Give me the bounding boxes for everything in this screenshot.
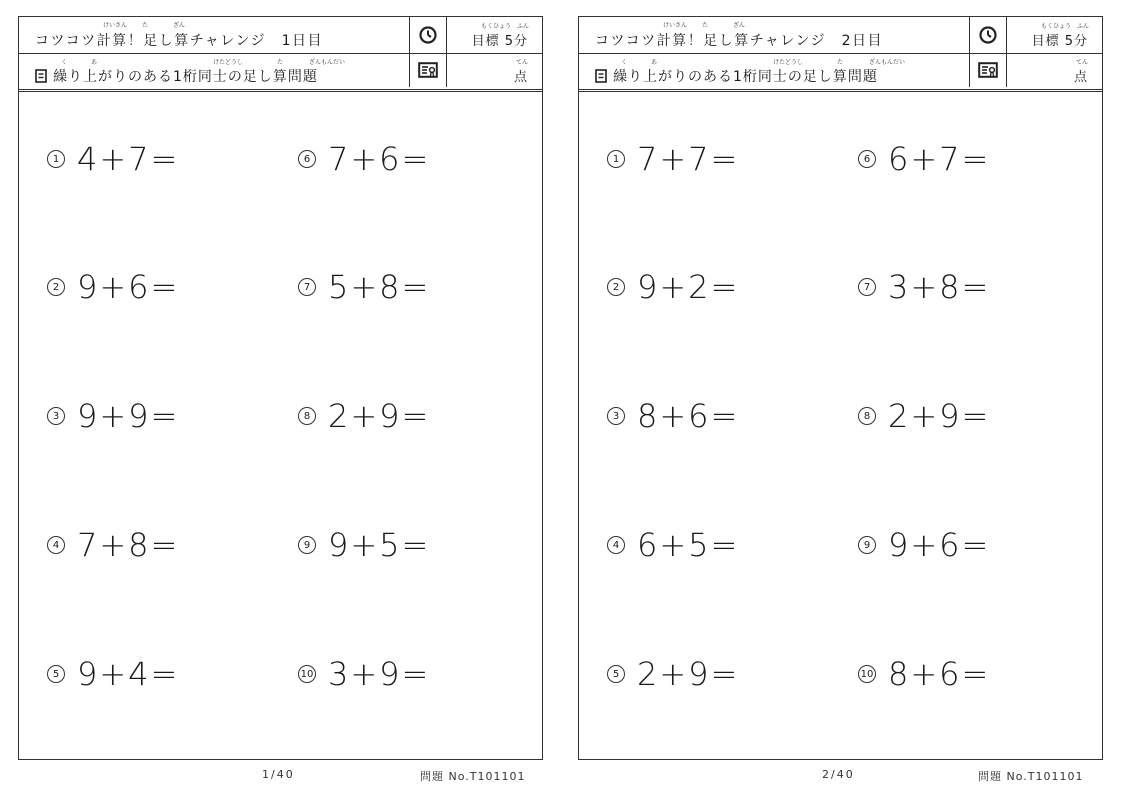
problem-number: 6	[858, 150, 876, 168]
problem-number: 9	[858, 536, 876, 554]
goal-ruby-fun: ふん	[517, 23, 530, 30]
problem-number: 5	[47, 665, 65, 683]
problem-number: 10	[298, 665, 316, 683]
score-card-icon	[978, 62, 998, 78]
problem-expression: 9+9=	[77, 397, 180, 435]
sub-ruby-ketadoushi: けたどうし	[213, 59, 244, 66]
problem-item	[47, 526, 179, 564]
ruby-keisan: けいさん	[663, 22, 688, 29]
problem-item	[858, 655, 990, 693]
problem-expression: 7+8=	[77, 526, 180, 564]
problem-expression: 2+9=	[328, 397, 431, 435]
problem-number: 9	[298, 536, 316, 554]
goal-label: 目標 5分	[1031, 34, 1088, 49]
sub-ruby-ku: く	[61, 59, 68, 66]
problem-expression: 8+6=	[888, 655, 991, 693]
problem-number: 1	[47, 150, 65, 168]
problem-expression: 2+9=	[888, 397, 991, 435]
sub-ruby-zanmondai: ざんもんだい	[869, 59, 906, 66]
problem-item	[47, 655, 179, 693]
problem-expression: 9+5=	[328, 526, 431, 564]
sub-ruby-a: あ	[91, 59, 98, 66]
problem-expression: 9+4=	[77, 655, 180, 693]
problem-number: 7	[858, 278, 876, 296]
score-ruby: てん	[1075, 59, 1088, 66]
score-icon-cell	[410, 53, 447, 87]
problem-number: 8	[858, 407, 876, 425]
problem-item	[47, 140, 179, 178]
score-label: 点	[513, 70, 528, 85]
problem-number: 7	[298, 278, 316, 296]
header-row-subtitle	[19, 53, 542, 89]
sub-ruby-ketadoushi: けたどうし	[773, 59, 804, 66]
header-row-subtitle	[579, 53, 1102, 89]
problem-number: 6	[298, 150, 316, 168]
problem-number: 1	[607, 150, 625, 168]
score-cell[interactable]	[1007, 53, 1102, 87]
subtitle-text: 繰り上がりのある1桁同士の足し算問題	[613, 69, 878, 85]
goal-ruby-fun: ふん	[1077, 23, 1090, 30]
problem-item	[858, 526, 990, 564]
worksheet-header	[19, 17, 542, 92]
problem-number: 3	[607, 407, 625, 425]
sub-ruby-a: あ	[651, 59, 658, 66]
problem-expression: 8+6=	[637, 397, 740, 435]
sub-ruby-ta: た	[837, 59, 844, 66]
subtitle-cell	[579, 53, 970, 87]
problem-number: 10	[858, 665, 876, 683]
sub-ruby-ku: く	[621, 59, 628, 66]
goal-label: 目標 5分	[471, 34, 528, 49]
problem-number: 3	[47, 407, 65, 425]
problem-expression: 6+7=	[888, 140, 991, 178]
subtitle-text: 繰り上がりのある1桁同士の足し算問題	[53, 69, 318, 85]
problem-item	[858, 397, 990, 435]
problem-item	[858, 268, 990, 306]
problem-item	[607, 397, 739, 435]
problem-number: 5	[607, 665, 625, 683]
problem-expression: 2+9=	[637, 655, 740, 693]
problem-id: 問題 No.T101101	[978, 770, 1084, 783]
problem-expression: 7+7=	[637, 140, 740, 178]
problem-item	[607, 526, 739, 564]
problem-expression: 4+7=	[77, 140, 180, 178]
score-ruby: てん	[515, 59, 528, 66]
problem-expression: 9+6=	[888, 526, 991, 564]
goal-ruby-mokuhyou: もくひょう	[1041, 23, 1072, 30]
worksheet-day-2	[578, 16, 1103, 760]
clock-icon	[418, 25, 438, 45]
ruby-keisan: けいさん	[103, 22, 128, 29]
problem-number: 4	[47, 536, 65, 554]
problem-item	[298, 140, 430, 178]
worksheet-header	[579, 17, 1102, 92]
problem-expression: 5+8=	[328, 268, 431, 306]
worksheet-subtitle	[35, 66, 318, 86]
score-icon-cell	[970, 53, 1007, 87]
problem-number: 2	[47, 278, 65, 296]
ruby-zan: ざん	[173, 22, 186, 29]
header-row-title	[579, 17, 1102, 54]
problem-item	[47, 268, 179, 306]
score-cell[interactable]	[447, 53, 542, 87]
score-card-icon	[418, 62, 438, 78]
problem-expression: 9+6=	[77, 268, 180, 306]
problem-item	[298, 397, 430, 435]
problem-item	[298, 526, 430, 564]
problem-item	[607, 268, 739, 306]
ruby-ta: た	[142, 22, 149, 29]
problem-item	[298, 655, 430, 693]
page-number: 1/40	[262, 768, 295, 781]
sub-ruby-zanmondai: ざんもんだい	[309, 59, 346, 66]
problem-expression: 7+6=	[328, 140, 431, 178]
document-icon	[595, 69, 607, 83]
problem-expression: 3+8=	[888, 268, 991, 306]
problem-expression: 9+2=	[637, 268, 740, 306]
clock-icon-cell	[970, 17, 1007, 53]
goal-ruby-mokuhyou: もくひょう	[481, 23, 512, 30]
ruby-ta: た	[702, 22, 709, 29]
problem-number: 2	[607, 278, 625, 296]
problem-item	[607, 655, 739, 693]
header-row-title	[19, 17, 542, 54]
clock-icon-cell	[410, 17, 447, 53]
goal-cell	[1007, 17, 1102, 53]
problem-number: 4	[607, 536, 625, 554]
problem-expression: 6+5=	[637, 526, 740, 564]
goal-cell	[447, 17, 542, 53]
problem-grid	[19, 92, 542, 759]
worksheet-title: コツコツ計算！足し算チャレンジ 1日目	[35, 33, 324, 49]
score-label: 点	[1073, 70, 1088, 85]
title-cell	[579, 17, 970, 53]
ruby-zan: ざん	[733, 22, 746, 29]
document-icon	[35, 69, 47, 83]
subtitle-cell	[19, 53, 410, 87]
problem-item	[858, 140, 990, 178]
clock-icon	[978, 25, 998, 45]
page-number: 2/40	[822, 768, 855, 781]
worksheet-subtitle	[595, 66, 878, 86]
problem-item	[47, 397, 179, 435]
title-cell	[19, 17, 410, 53]
worksheet-title: コツコツ計算！足し算チャレンジ 2日目	[595, 33, 884, 49]
problem-id: 問題 No.T101101	[420, 770, 526, 783]
problem-item	[298, 268, 430, 306]
problem-grid	[579, 92, 1102, 759]
problem-item	[607, 140, 739, 178]
sub-ruby-ta: た	[277, 59, 284, 66]
worksheet-day-1	[18, 16, 543, 760]
problem-expression: 3+9=	[328, 655, 431, 693]
problem-number: 8	[298, 407, 316, 425]
